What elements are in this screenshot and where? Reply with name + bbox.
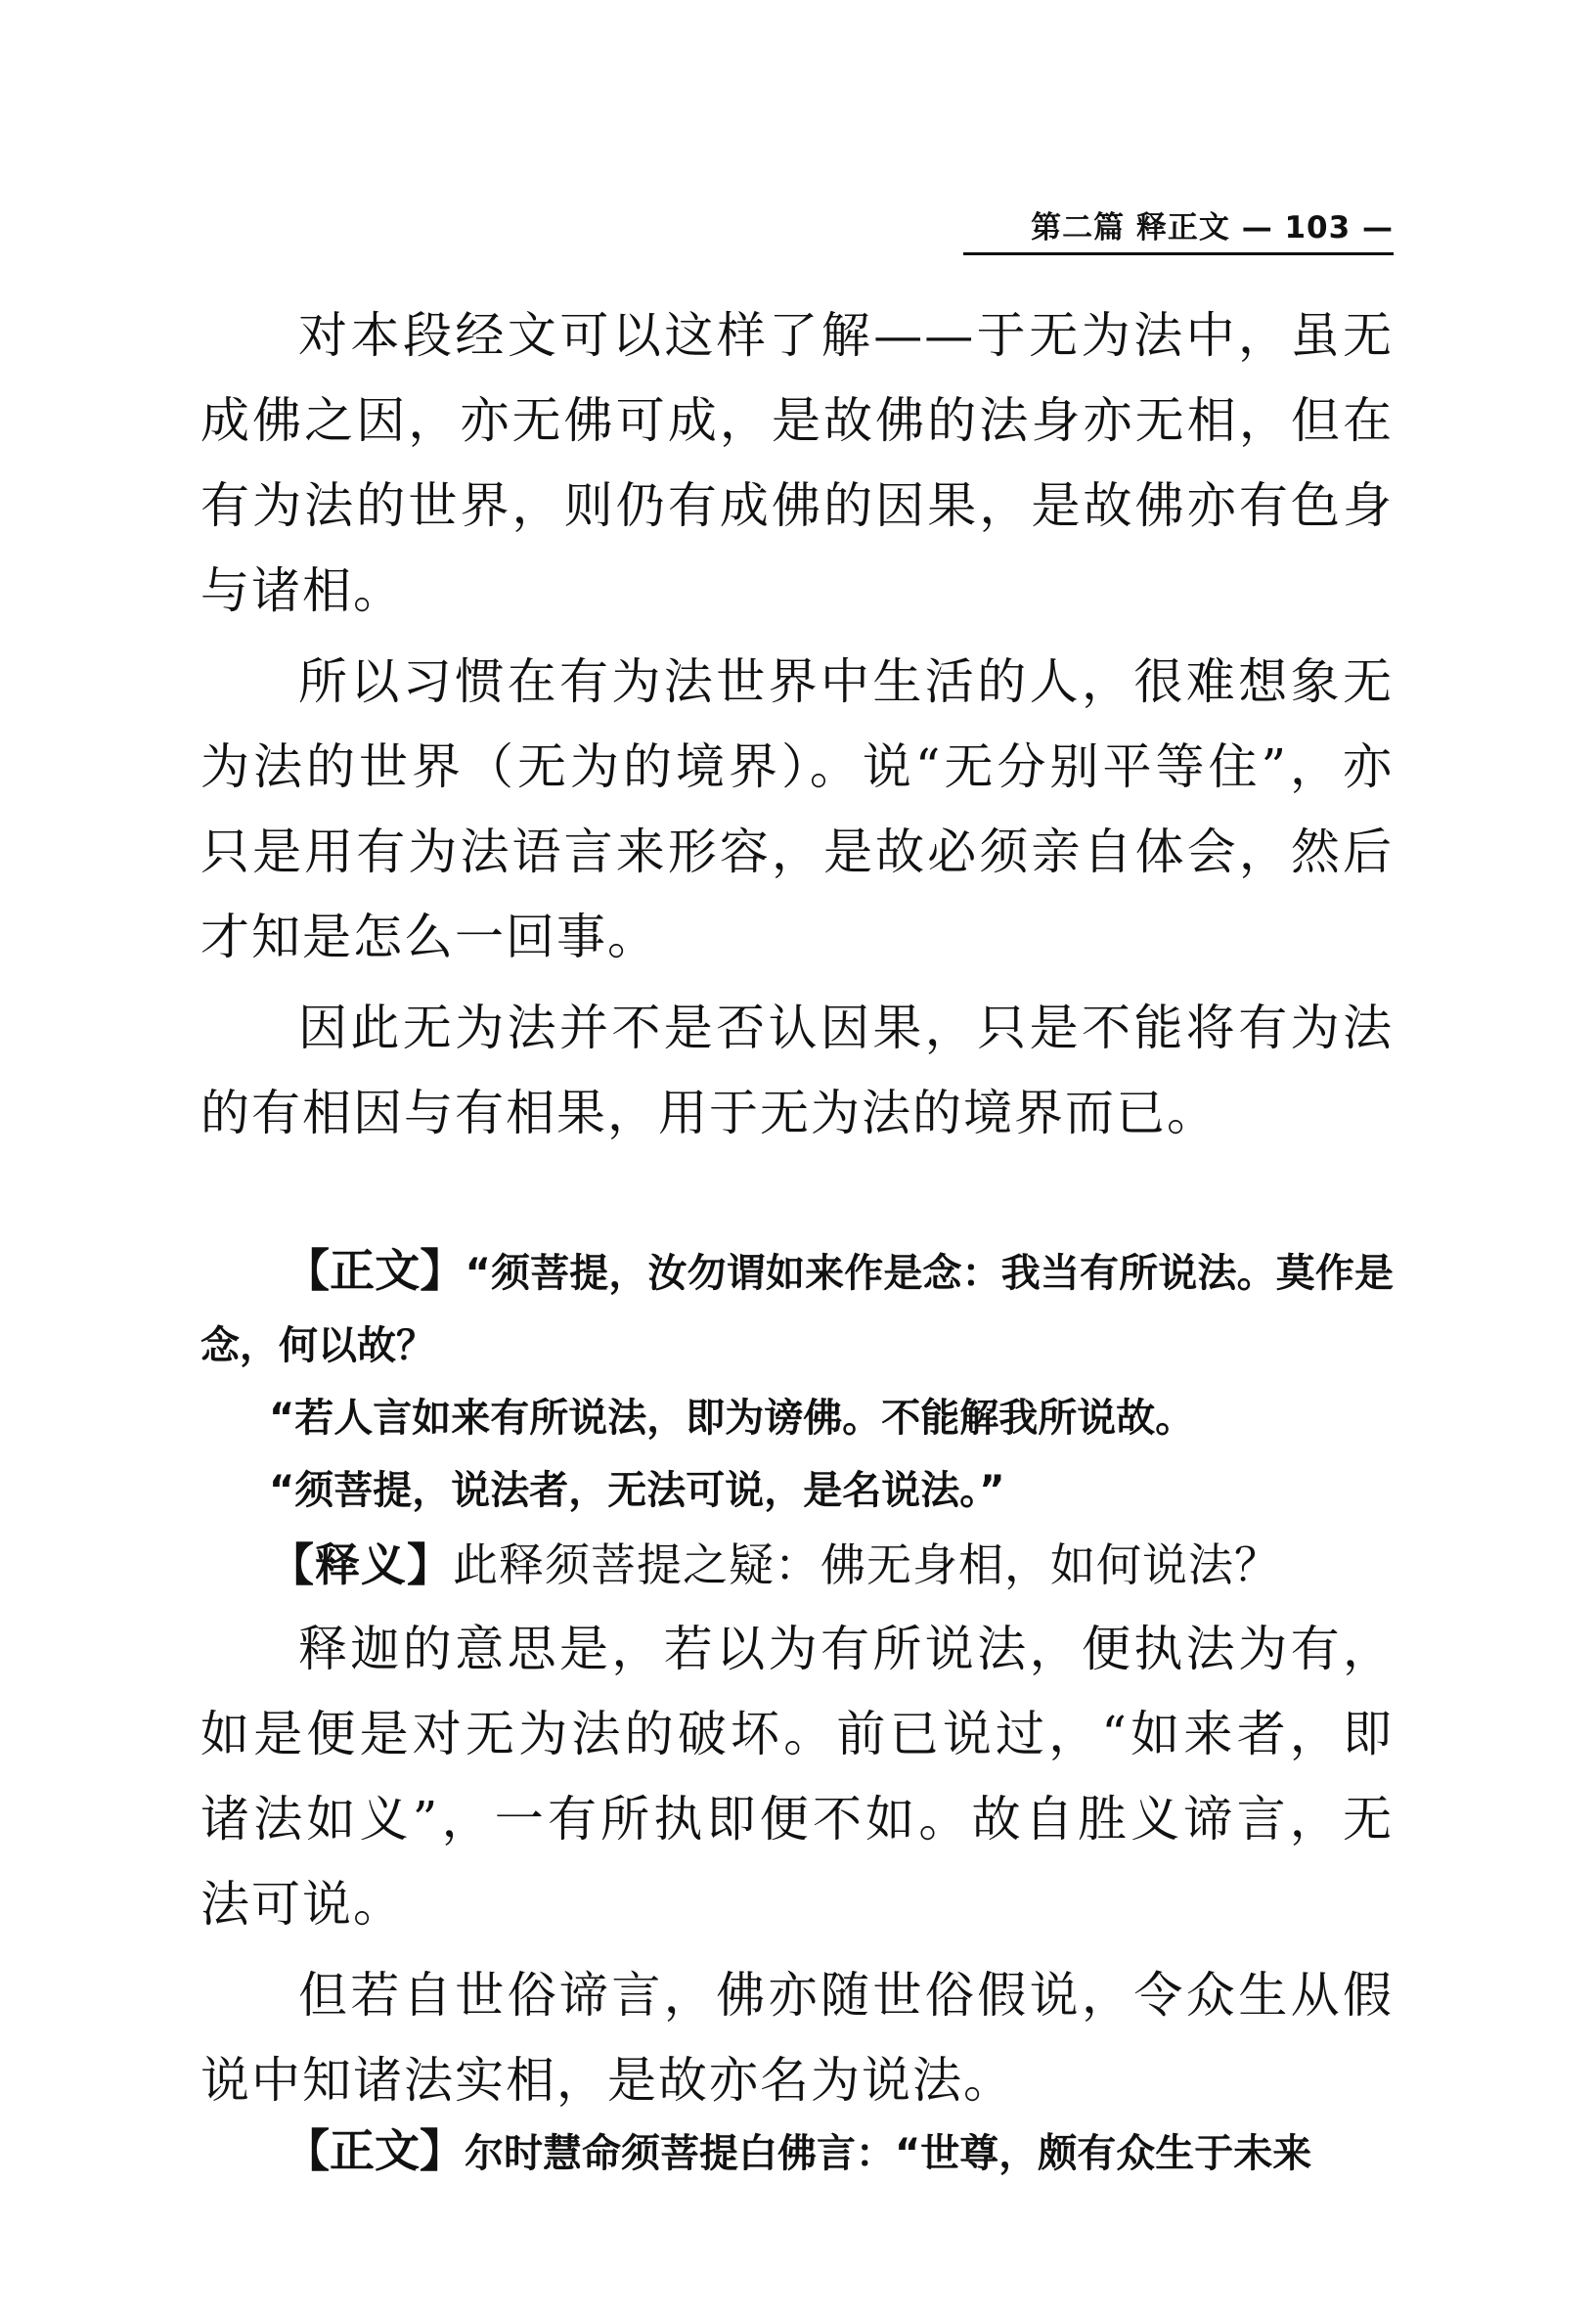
- paragraph: 对本段经文可以这样了解——于无为法中，虽无成佛之因，亦无佛可成，是故佛的法身亦无相，但在有为法的世界，则仍有成佛的因果，是故佛亦有色身与诸相。: [200, 307, 1394, 619]
- sutra-text: 尔时慧命须菩提白佛言：“世尊，颇有众生于未来: [465, 2131, 1312, 2176]
- sutra-paragraph: “若人言如来有所说法，即为谤佛。不能解我所说故。: [269, 1396, 1195, 1441]
- commentary-section-1: [200, 293, 1394, 1156]
- section-tag: 【正文】: [285, 2124, 465, 2177]
- sutra-paragraph: “须菩提，说法者，无法可说，是名说法。”: [269, 1468, 1005, 1513]
- explanation-paragraph: [200, 1527, 1394, 1603]
- paragraph: 释迦的意思是，若以为有所说法，便执法为有，如是便是对无为法的破坏。前已说过，“如来者，即诸法如义”，一有所执即便不如。故自胜义谛言，无法可说。: [200, 1621, 1394, 1933]
- sutra-section-1: [200, 1234, 1394, 2123]
- running-head: 第二篇 释正文 — 103 —: [963, 203, 1394, 255]
- sutra-paragraph: [200, 2115, 1394, 2190]
- explanation-text: 此释须菩提之疑：佛无身相，如何说法？: [453, 1538, 1280, 1591]
- section-tag: 【正文】: [285, 1244, 466, 1297]
- paragraph: 因此无为法并不是否认因果，只是不能将有为法的有相因与有相果，用于无为法的境界而已。: [200, 1000, 1394, 1141]
- section-tag: 【释义】: [269, 1538, 453, 1591]
- sutra-paragraph: [200, 1234, 1394, 1382]
- sutra-section-2: [200, 2115, 1394, 2190]
- paragraph: 所以习惯在有为法世界中生活的人，很难想象无为法的世界（无为的境界）。说“无分别平等住”，亦只是用有为法语言来形容，是故必须亲自体会，然后才知是怎么一回事。: [200, 653, 1394, 965]
- sutra-text: “须菩提，汝勿谓如来作是念：我当有所说法。莫作是念，何以故？: [200, 1251, 1395, 1368]
- paragraph: 但若自世俗谛言，佛亦随世俗假说，令众生从假说中知诸法实相，是故亦名为说法。: [200, 1967, 1394, 2109]
